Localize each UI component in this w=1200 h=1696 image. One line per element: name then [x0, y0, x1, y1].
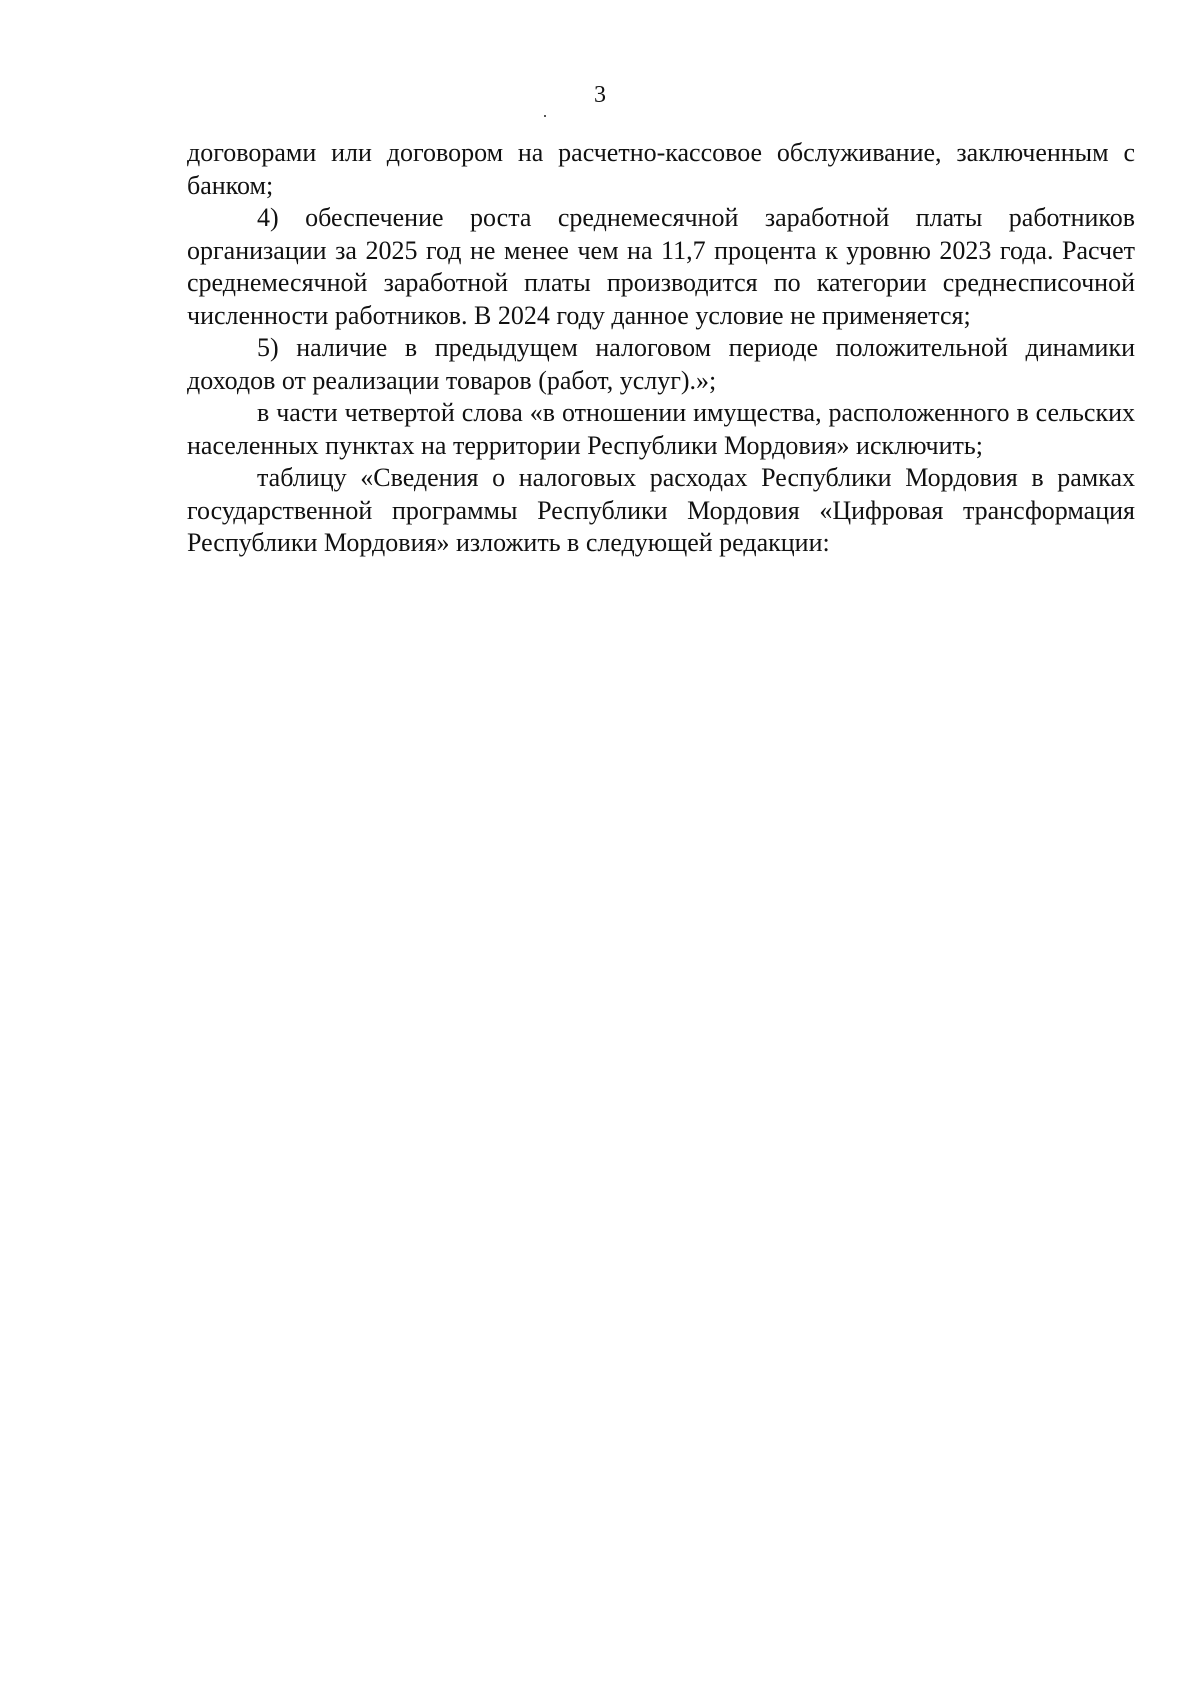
paragraph-continuation: договорами или договором на расчетно-кассовое обслуживание, заключенным с банком;: [187, 138, 1135, 200]
paragraph-part-four-amendment: в части четвертой слова «в отношении имущества, расположенного в сельских населенных пунктах на территории Республики Мордовия» исключить;: [187, 398, 1135, 460]
document-body: [187, 137, 1135, 560]
paragraph-item-5: 5) наличие в предыдущем налоговом периоде положительной динамики доходов от реализации товаров (работ, услуг).»;: [187, 333, 1135, 395]
paragraph-item-4: 4) обеспечение роста среднемесячной заработной платы работников организации за 2025 год не менее чем на 11,7 процента к уровню 2023 года. Расчет среднемесячной заработной платы производится по категории среднесписочной численности работников. В 2024 году данное условие не применяется;: [187, 203, 1135, 330]
paragraph-table-amendment: таблицу «Сведения о налоговых расходах Республики Мордовия в рамках государственной программы Республики Мордовия «Цифровая трансформация Республики Мордовия» изложить в следующей редакции:: [187, 463, 1135, 557]
page-number: 3: [594, 82, 606, 108]
scan-speck: [544, 115, 546, 117]
